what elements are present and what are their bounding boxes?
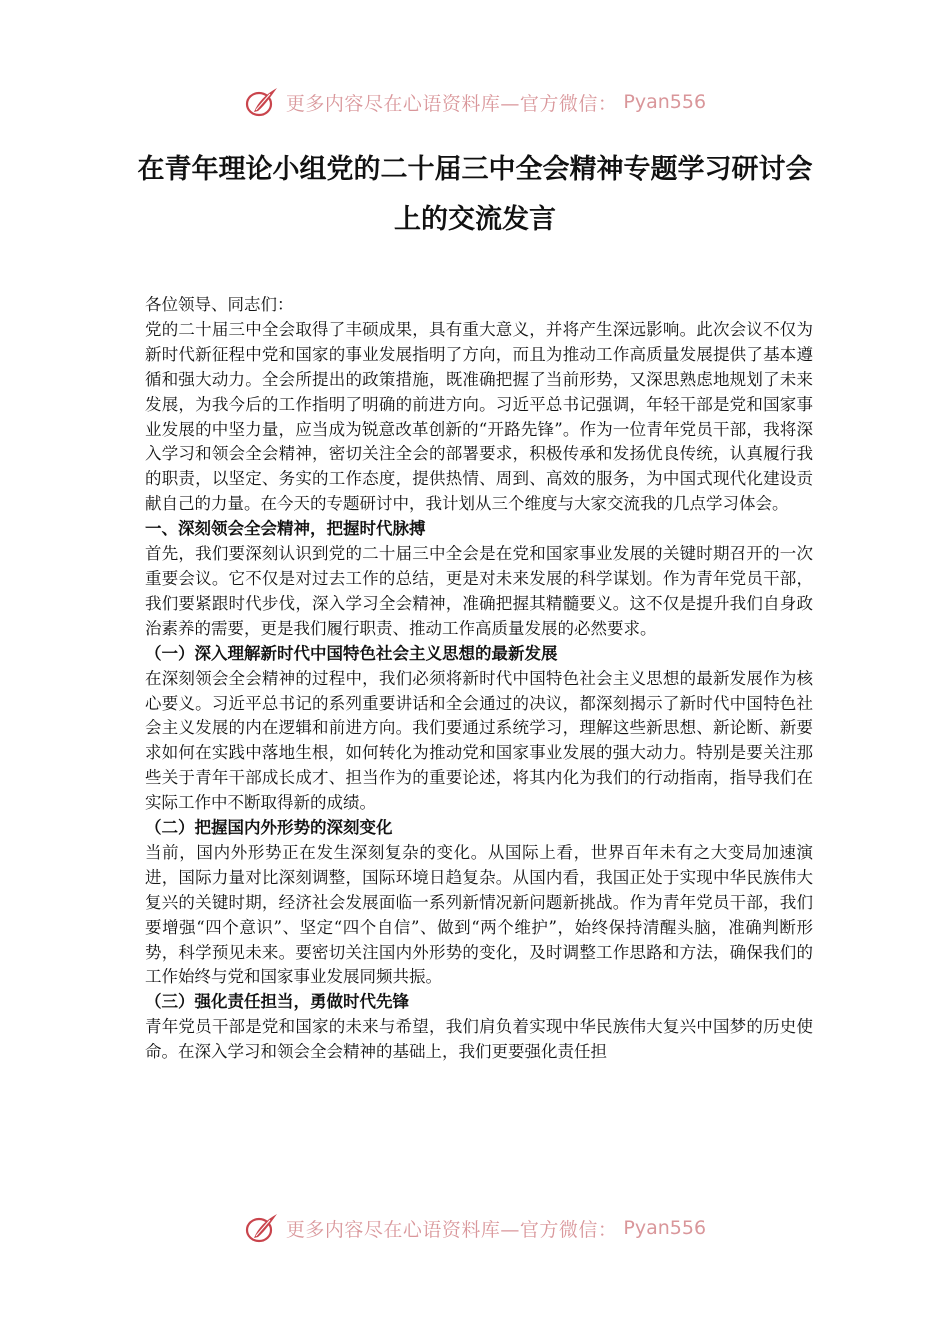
section-heading: （三）强化责任担当，勇做时代先锋 <box>145 992 409 1012</box>
section-heading: （二）把握国内外形势的深刻变化 <box>145 818 393 838</box>
paragraph: 当前，国内外形势正在发生深刻复杂的变化。从国际上看，世界百年未有之大变局加速演进，国际力量对比深刻调整，国际环境日趋复杂。从国内看，我国正处于实现中华民族伟大复兴的关键时期，经济社会发展面临一系列新情况新问题新挑战。作为青年党员干部，我们要增强“四个意识”、坚定“四个自信”、做到“两个维护”，始终保持清醒头脑，准确判断形势，科学预见未来。要密切关注国内外形势的变化，及时调整工作思路和方法，确保我们的工作始终与党和国家事业发展同频共振。 <box>145 842 813 987</box>
watermark-text: 更多内容尽在心语资料库—官方微信： <box>285 1218 618 1241</box>
section-heading: 一、深刻领会全会精神，把握时代脉搏 <box>145 519 426 539</box>
section-heading: （一）深入理解新时代中国特色社会主义思想的最新发展 <box>145 643 558 663</box>
paragraph: 首先，我们要深刻认识到党的二十届三中全会是在党和国家事业发展的关键时期召开的一次重要会议。它不仅是对过去工作的总结，更是对未来发展的科学谋划。作为青年党员干部，我们要紧跟时代步伐，深入学习全会精神，准确把握其精髓要义。这不仅是提升我们自身政治素养的需要，更是我们履行职责、推动工作高质量发展的必然要求。 <box>145 544 813 638</box>
watermark-wechat-id: Pyan556 <box>623 91 707 113</box>
watermark-banner-bottom <box>0 1208 950 1248</box>
document-body <box>145 293 813 1065</box>
watermark-wechat-id: Pyan556 <box>623 1217 707 1239</box>
paragraph: 在深刻领会全会精神的过程中，我们必须将新时代中国特色社会主义思想的最新发展作为核心要义。习近平总书记的系列重要讲话和全会通过的决议，都深刻揭示了新时代中国特色社会主义发展的内在逻辑和前进方向。我们要通过系统学习，理解这些新思想、新论断、新要求如何在实践中落地生根，如何转化为推动党和国家事业发展的强大动力。特别是要关注那些关于青年干部成长成才、担当作为的重要论述，将其内化为我们的行动指南，指导我们在实际工作中不断取得新的成绩。 <box>145 668 813 813</box>
quill-logo-icon <box>244 84 280 120</box>
quill-logo-icon <box>244 1210 280 1246</box>
watermark-banner-top <box>0 82 950 122</box>
paragraph: 各位领导、同志们： <box>145 295 294 314</box>
paragraph: 党的二十届三中全会取得了丰硕成果，具有重大意义，并将产生深远影响。此次会议不仅为新时代新征程中党和国家的事业发展指明了方向，而且为推动工作高质量发展提供了基本遵循和强大动力。全会所提出的政策措施，既准确把握了当前形势，又深思熟虑地规划了未来发展，为我今后的工作指明了明确的前进方向。习近平总书记强调，年轻干部是党和国家事业发展的中坚力量，应当成为锐意改革创新的“开路先锋”。作为一位青年党员干部，我将深入学习和领会全会精神，密切关注全会的部署要求，积极传承和发扬优良传统，认真履行我的职责，以坚定、务实的工作态度，提供热情、周到、高效的服务，为中国式现代化建设贡献自己的力量。在今天的专题研讨中，我计划从三个维度与大家交流我的几点学习体会。 <box>145 319 813 514</box>
paragraph: 青年党员干部是党和国家的未来与希望，我们肩负着实现中华民族伟大复兴中国梦的历史使命。在深入学习和领会全会精神的基础上，我们更要强化责任担 <box>145 1017 813 1062</box>
document-title: 在青年理论小组党的二十届三中全会精神专题学习研讨会上的交流发言 <box>137 154 813 235</box>
watermark-text: 更多内容尽在心语资料库—官方微信： <box>285 92 618 115</box>
